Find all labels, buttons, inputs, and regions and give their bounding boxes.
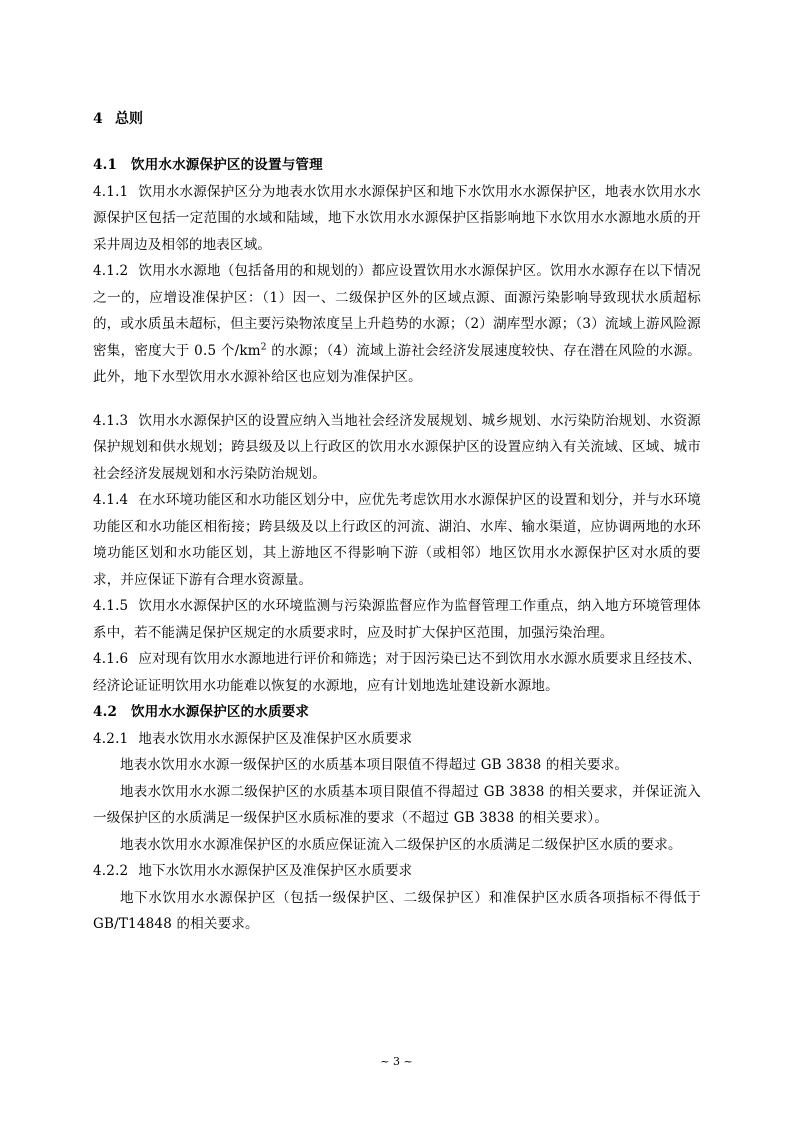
subsection-heading-4-2 [93,699,701,726]
clause-text: 饮用水水源保护区的水环境监测与污染源监督应作为监督管理工作重点，纳入地方环境管理体系中，若不能满足保护区规定的水质要求时，应及时扩大保护区范围，加强污染治理。 [93,598,701,641]
clause-title: 地下水饮用水水源保护区及准保护区水质要求 [138,863,413,879]
subsection-number: 4.1 [93,157,118,173]
body-text [93,152,701,938]
section-number: 4 [93,111,103,127]
paragraph-surface-secondary: 地表水饮用水水源二级保护区的水质基本项目限值不得超过 GB 3838 的相关要求，并保证流入一级保护区的水质满足一级保护区水质标准的要求（不超过 GB 3838 的相关要求）。 [93,783,701,826]
clause-4-2-1-heading [93,726,701,753]
paragraph-surface-primary: 地表水饮用水水源一级保护区的水质基本项目限值不得超过 GB 3838 的相关要求。 [120,757,629,773]
subsection-title: 饮用水水源保护区的水质要求 [131,704,310,720]
clause-number: 4.1.3 [93,412,129,429]
clause-text: 饮用水水源保护区的设置应纳入当地社会经济发展规划、城乡规划、水污染防治规划、水资源保护规划和供水规划；跨县级及以上行政区的饮用水水源保护区的设置应纳入有关流域、区域、城市社会经济发展规划和水污染防治规划。 [93,412,701,482]
clause-text: 饮用水水源地（包括备用的和规划的）都应设置饮用水水源保护区。饮用水水源存在以下情况之一的，应增设准保护区：（1）因一、二级保护区外的区域点源、面源污染影响导致现状水质超标的，或水质虽未超标，但主要污染物浓度呈上升趋势的水源；（2）湖库型水源；（3）流域上游风险源密集，密度大于 0.5 个/km [93,263,701,359]
clause-number: 4.1.5 [93,598,129,614]
section-heading [93,106,143,132]
page-number: ~ 3 ~ [380,1055,413,1068]
clause-number: 4.2.1 [93,730,129,747]
paragraph-4-1-6 [93,646,701,699]
subsection-number: 4.2 [93,704,118,720]
paragraph-groundwater: 地下水饮用水水源保护区（包括一级保护区、二级保护区）和准保护区水质各项指标不得低于 GB/T14848 的相关要求。 [93,889,701,932]
clause-text-cont: 的水源；（4）流域上游社会经济发展速度较快、存在潜在风险的水源。此外，地下水型饮用水水源补给区也应划为准保护区。 [93,342,701,385]
clause-number: 4.1.4 [93,492,129,508]
paragraph-surface-quasi: 地表水饮用水水源准保护区的水质应保证流入二级保护区的水质满足二级保护区水质的要求。 [120,836,682,853]
paragraph-4-1-5 [93,593,701,646]
clause-title: 地表水饮用水水源保护区及准保护区水质要求 [138,730,413,747]
clause-text: 饮用水水源保护区分为地表水饮用水水源保护区和地下水饮用水水源保护区，地表水饮用水水源保护区包括一定范围的水域和陆域，地下水饮用水水源保护区指影响地下水饮用水水源地水质的开采井周边及相邻的地表区域。 [93,183,701,253]
paragraph-gap [93,391,701,408]
paragraph-4-1-4 [93,487,701,593]
subsection-title: 饮用水水源保护区的设置与管理 [131,157,323,173]
section-title: 总则 [115,111,143,127]
clause-4-2-2-heading [93,858,701,885]
clause-number: 4.1.1 [93,183,129,200]
paragraph-4-1-2 [93,258,701,391]
paragraph-4-1-3 [93,408,701,488]
superscript: 2 [260,342,267,352]
clause-number: 4.1.6 [93,651,129,667]
clause-text: 应对现有饮用水水源地进行评价和筛选；对于因污染已达不到饮用水水源水质要求且经技术、经济论证证明饮用水功能难以恢复的水源地，应有计划地选址建设新水源地。 [93,651,701,694]
clause-number: 4.1.2 [93,263,129,279]
subsection-heading-4-1 [93,152,701,179]
clause-text: 在水环境功能区和水功能区划分中，应优先考虑饮用水水源保护区的设置和划分，并与水环境功能区和水功能区相衔接；跨县级及以上行政区的河流、湖泊、水库、输水渠道，应协调两地的水环境功能区划和水功能区划，其上游地区不得影响下游（或相邻）地区饮用水水源保护区对水质的要求，并应保证下游有合理水资源量。 [93,492,701,588]
paragraph-4-1-1 [93,179,701,259]
clause-number: 4.2.2 [93,863,129,879]
